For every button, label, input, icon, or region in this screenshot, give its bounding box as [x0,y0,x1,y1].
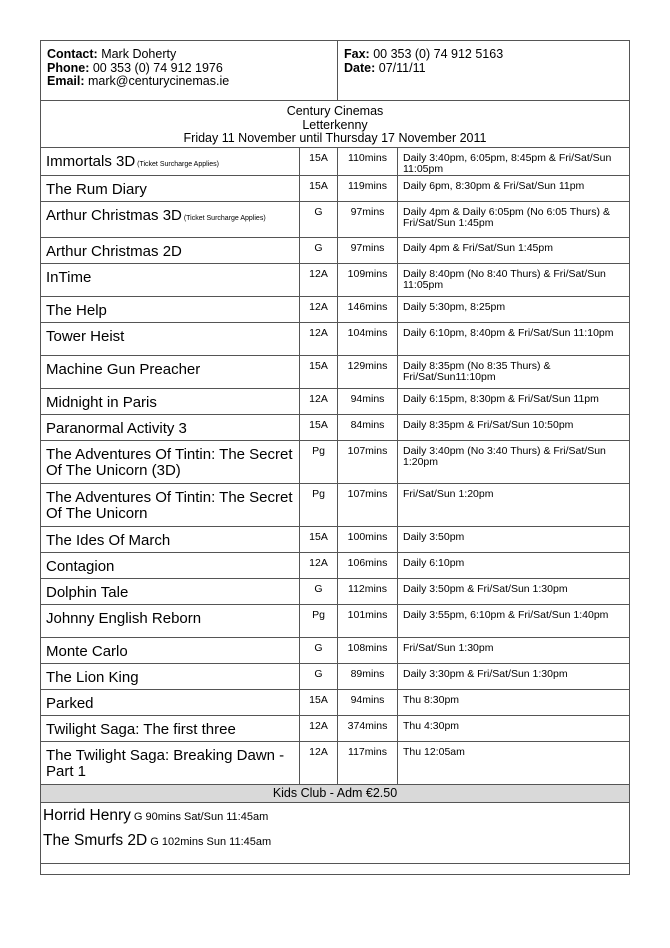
film-title: The Twilight Saga: Breaking Dawn - Part 1 [46,747,285,780]
film-showtimes: Daily 8:35pm (No 8:35 Thurs) & Fri/Sat/Sun11:10pm [398,356,630,389]
film-showtimes: Daily 6:10pm, 8:40pm & Fri/Sat/Sun 11:10pm [398,323,630,356]
phone-number: 00 353 (0) 74 912 1976 [92,60,223,75]
film-title: The Ides Of March [46,532,171,549]
film-duration: 117mins [338,742,398,785]
film-title: The Rum Diary [46,181,147,198]
film-rating: 12A [300,264,338,297]
film-showtimes: Thu 12:05am [398,742,630,785]
film-title-cell [41,690,300,716]
kids-film-info: G 90mins Sat/Sun 11:45am [130,811,269,823]
fax-label: Fax: [344,47,370,61]
film-title: Paranormal Activity 3 [46,420,187,437]
cinema-row [41,101,630,148]
date-value: 07/11/11 [378,60,426,75]
film-showtimes: Daily 6pm, 8:30pm & Fri/Sat/Sun 11pm [398,176,630,202]
film-rating: 12A [300,742,338,785]
film-showtimes: Daily 3:40pm, 6:05pm, 8:45pm & Fri/Sat/Sun 11:05pm [398,148,630,176]
film-title: Monte Carlo [46,643,128,660]
film-title-cell [41,716,300,742]
film-duration: 84mins [338,415,398,441]
cinema-cell [41,101,630,148]
film-showtimes: Daily 3:50pm [398,527,630,553]
film-title: InTime [46,269,92,286]
contact-cell [41,41,338,101]
film-rating: G [300,202,338,238]
kids-club-heading: Kids Club - Adm €2.50 [41,785,630,803]
contact-label: Contact: [47,47,98,61]
film-showtimes: Daily 3:40pm (No 3:40 Thurs) & Fri/Sat/Sun 1:20pm [398,441,630,484]
footer-row [41,864,630,875]
film-showtimes: Daily 3:50pm & Fri/Sat/Sun 1:30pm [398,579,630,605]
kids-club-list [41,803,630,864]
film-rating: 15A [300,690,338,716]
film-title: Immortals 3D [46,153,136,170]
film-showtimes: Daily 3:55pm, 6:10pm & Fri/Sat/Sun 1:40pm [398,605,630,638]
film-row [41,553,630,579]
film-surcharge-note: (Ticket Surcharge Applies) [135,161,219,168]
film-row [41,323,630,356]
film-title: Parked [46,695,94,712]
kids-film-info: G 102mins Sun 11:45am [147,836,272,848]
film-title-cell [41,297,300,323]
film-title: Arthur Christmas 2D [46,243,182,260]
film-duration: 101mins [338,605,398,638]
film-duration: 100mins [338,527,398,553]
film-title: The Lion King [46,669,139,686]
email-address: mark@centurycinemas.ie [88,74,230,88]
film-title-cell [41,664,300,690]
film-rating: Pg [300,484,338,527]
cinema-location: Letterkenny [302,117,368,132]
footer-cell [41,864,630,875]
film-showtimes: Thu 8:30pm [398,690,630,716]
film-title: Arthur Christmas 3D [46,207,182,224]
film-rating: Pg [300,605,338,638]
film-title: Tower Heist [46,328,125,345]
film-showtimes: Daily 5:30pm, 8:25pm [398,297,630,323]
film-title: Midnight in Paris [46,394,157,411]
film-rating: 15A [300,176,338,202]
film-duration: 119mins [338,176,398,202]
film-title-cell [41,441,300,484]
film-row [41,415,630,441]
film-row [41,579,630,605]
film-duration: 106mins [338,553,398,579]
film-showtimes: Fri/Sat/Sun 1:30pm [398,638,630,664]
film-rating: G [300,579,338,605]
film-duration: 94mins [338,690,398,716]
film-title-cell [41,579,300,605]
phone-label: Phone: [47,60,90,75]
film-title-cell [41,264,300,297]
film-row [41,664,630,690]
film-showtimes: Daily 4pm & Daily 6:05pm (No 6:05 Thurs) & Fri/Sat/Sun 1:45pm [398,202,630,238]
film-row [41,638,630,664]
film-rating: 12A [300,323,338,356]
film-duration: 97mins [338,238,398,264]
film-title-cell [41,202,300,238]
film-duration: 146mins [338,297,398,323]
film-duration: 89mins [338,664,398,690]
date-label: Date: [344,60,376,75]
film-title: Machine Gun Preacher [46,361,201,378]
contact-row [41,41,630,101]
film-title-cell [41,638,300,664]
email-label: Email: [47,74,85,88]
film-row [41,742,630,785]
film-rating: 12A [300,716,338,742]
film-duration: 110mins [338,148,398,176]
film-row [41,690,630,716]
film-row [41,176,630,202]
film-title: The Adventures Of Tintin: The Secret Of The Unicorn (3D) [46,446,293,479]
film-rating: 15A [300,148,338,176]
film-row [41,238,630,264]
film-duration: 97mins [338,202,398,238]
film-row [41,202,630,238]
film-surcharge-note: (Ticket Surcharge Applies) [181,215,266,222]
film-showtimes: Daily 6:10pm [398,553,630,579]
film-showtimes: Daily 8:40pm (No 8:40 Thurs) & Fri/Sat/Sun 11:05pm [398,264,630,297]
film-title-cell [41,148,300,176]
film-duration: 109mins [338,264,398,297]
film-rating: 12A [300,553,338,579]
film-rating: Pg [300,441,338,484]
film-row [41,527,630,553]
film-rating: 12A [300,297,338,323]
film-title: The Adventures Of Tintin: The Secret Of The Unicorn [46,489,293,522]
film-rating: 15A [300,356,338,389]
film-title-cell [41,323,300,356]
film-duration: 107mins [338,484,398,527]
kids-club-list-row [41,803,630,864]
film-rating: G [300,638,338,664]
film-title-cell [41,389,300,415]
film-title: Twilight Saga: The first three [46,721,236,738]
film-rating: G [300,664,338,690]
kids-film-title: Horrid Henry [43,807,131,824]
film-title-cell [41,527,300,553]
kids-club-item [43,832,629,850]
film-title: Contagion [46,558,115,575]
film-duration: 94mins [338,389,398,415]
film-row [41,484,630,527]
kids-club-item [43,807,629,825]
film-title: Johnny English Reborn [46,610,202,627]
film-showtimes: Daily 4pm & Fri/Sat/Sun 1:45pm [398,238,630,264]
film-showtimes: Daily 8:35pm & Fri/Sat/Sun 10:50pm [398,415,630,441]
fax-date-cell [338,41,630,101]
film-row [41,356,630,389]
film-row [41,716,630,742]
film-duration: 112mins [338,579,398,605]
schedule-period: Friday 11 November until Thursday 17 November 2011 [183,131,487,145]
film-row [41,297,630,323]
film-showtimes: Daily 3:30pm & Fri/Sat/Sun 1:30pm [398,664,630,690]
film-title: The Help [46,302,107,319]
film-title-cell [41,356,300,389]
fax-number: 00 353 (0) 74 912 5163 [373,47,504,61]
film-row [41,441,630,484]
film-row [41,148,630,176]
film-row [41,389,630,415]
film-duration: 108mins [338,638,398,664]
film-rating: 12A [300,389,338,415]
film-title-cell [41,553,300,579]
film-title-cell [41,742,300,785]
film-duration: 129mins [338,356,398,389]
cinema-name: Century Cinemas [286,104,384,118]
film-row [41,605,630,638]
schedule-table [40,40,630,875]
film-showtimes: Thu 4:30pm [398,716,630,742]
kids-film-title: The Smurfs 2D [43,832,148,849]
film-title-cell [41,415,300,441]
film-rating: G [300,238,338,264]
film-title-cell [41,176,300,202]
kids-club-header-row [41,785,630,803]
film-title-cell [41,484,300,527]
film-title-cell [41,238,300,264]
film-showtimes: Daily 6:15pm, 8:30pm & Fri/Sat/Sun 11pm [398,389,630,415]
schedule-sheet [40,40,629,875]
film-rating: 15A [300,415,338,441]
film-row [41,264,630,297]
contact-name: Mark Doherty [101,47,177,61]
film-title: Dolphin Tale [46,584,129,601]
film-title-cell [41,605,300,638]
film-rating: 15A [300,527,338,553]
film-duration: 374mins [338,716,398,742]
film-showtimes: Fri/Sat/Sun 1:20pm [398,484,630,527]
film-duration: 107mins [338,441,398,484]
film-duration: 104mins [338,323,398,356]
